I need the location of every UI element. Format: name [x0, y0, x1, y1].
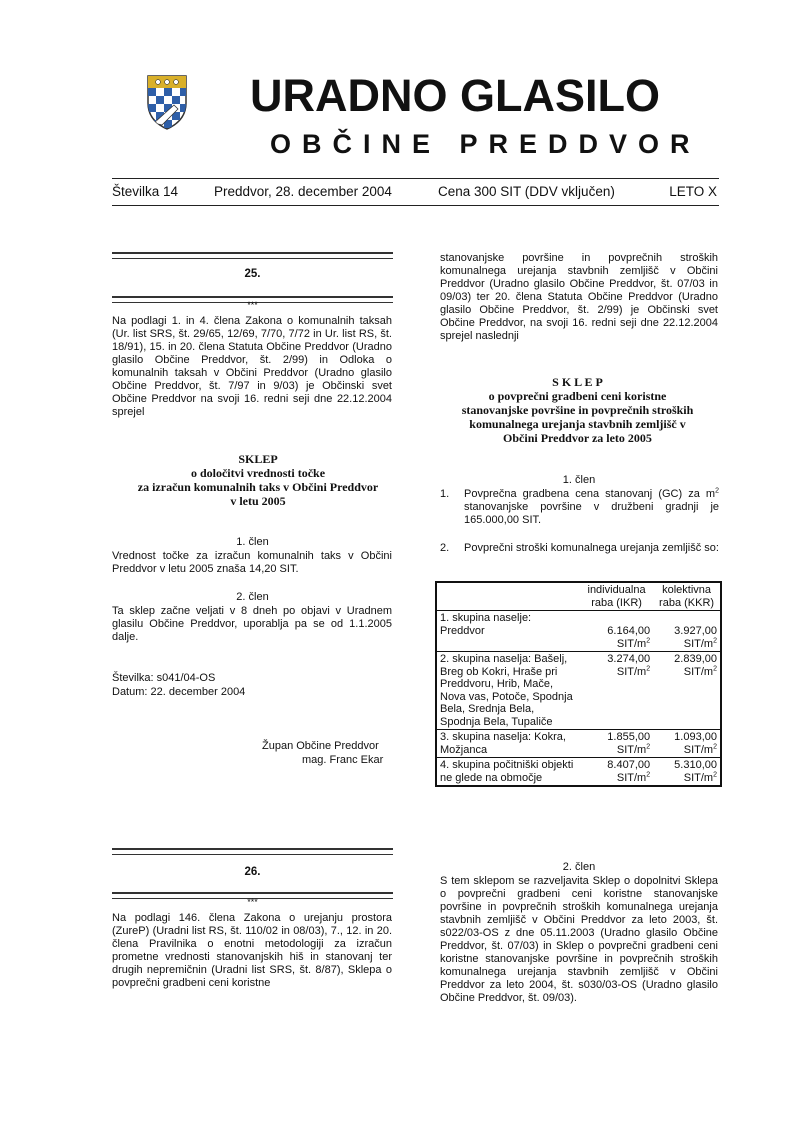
list-item-text: Povprečna gradbena cena stanovanj (GC) za $m^2$ stanovanjske površine v družbeni gradnji je 165.000,00 SIT.	[464, 487, 719, 526]
issue-price: Cena 300 SIT (DDV vključen)	[438, 184, 615, 199]
cell-kkr: 5.310,00 SIT/$m^2$	[653, 758, 721, 787]
article-text: Vrednost točke za izračun komunalnih taks v Občini Preddvor v letu 2005 znaša 14,20 SIT.	[112, 550, 392, 575]
signer-title: Župan Občine Preddvor	[262, 740, 379, 752]
row-label: 4. skupina počitniški objekti ne glede na območje	[436, 758, 580, 787]
table-header-row	[436, 582, 721, 611]
table-row	[436, 730, 721, 758]
row-label: 2. skupina naselja: Bašelj, Breg ob Kokri, Hraše pri Preddvoru, Hrib, Mače, Nova vas, Potoče, Spodnja Bela, Srednja Bela, Spodnja Bela, Tupaliče	[436, 652, 580, 730]
article-title: 1. člen	[562, 474, 596, 486]
table-row	[436, 611, 721, 652]
table-row	[436, 652, 721, 730]
decision-subheading: o povprečni gradbeni ceni koristne	[488, 389, 667, 403]
decision-subheading: za izračun komunalnih taks v Občini Preddvor	[137, 480, 379, 494]
document-number: 25.	[244, 268, 261, 280]
decision-heading: SKLEP	[238, 452, 278, 466]
list-item-number: 2.	[440, 542, 450, 554]
publication-subtitle: OBČINE PREDDVOR	[270, 129, 701, 159]
article-text: Ta sklep začne veljati v 8 dneh po objavi v Uradnem glasilu Občine Preddvor, uporablja pa se od 1.1.2005 dalje.	[112, 605, 392, 643]
cell-ikr: 8.407,00 SIT/$m^2$	[580, 758, 653, 787]
list-item-number: 1.	[440, 488, 450, 500]
issue-info-bar	[112, 178, 719, 206]
cell-ikr: 3.274,00 SIT/$m^2$	[580, 652, 653, 730]
cost-table	[435, 581, 722, 787]
row-label: 1. skupina naselje: Preddvor	[436, 611, 580, 652]
decision-heading: S K L E P	[552, 375, 603, 389]
issue-place-date: Preddvor, 28. december 2004	[214, 184, 392, 199]
reference-number: Številka: s041/04-OS	[112, 672, 216, 684]
document-number: 26.	[244, 866, 261, 878]
publication-title: URADNO GLASILO	[250, 70, 660, 121]
reference-date: Datum: 22. december 2004	[112, 686, 246, 698]
issue-year: LETO X	[669, 184, 717, 199]
decision-subheading: v letu 2005	[230, 494, 286, 508]
preamble-continued: stanovanjske površine in povprečnih stroških komunalnega urejanja stavbnih zemljišč v Občini Preddvor (Uradno glasilo Občine Preddvor, št. 07/03 in 09/03) ter 20. člena Statuta Občine Preddvor (Uradno glasilo Občine Preddvor, št. 2/99) je Občinski svet Občine Preddvor, na svoji 16. redni seji dne 22.12.2004 sprejel naslednji	[440, 252, 718, 342]
issue-number: Številka 14	[112, 184, 179, 199]
cell-ikr: 6.164,00 SIT/$m^2$	[580, 611, 653, 652]
list-item-text: Povprečni stroški komunalnega urejanja zemljišč so:	[464, 542, 719, 554]
cell-kkr: 2.839,00 SIT/$m^2$	[653, 652, 721, 730]
cell-kkr: 3.927,00 SIT/$m^2$	[653, 611, 721, 652]
signer-name: mag. Franc Ekar	[302, 754, 384, 766]
article-text: S tem sklepom se razveljavita Sklep o dopolnitvi Sklepa o povprečni gradbeni ceni koristne stanovanjske površine in povprečnih stroških komunalnega urejanja stavbnih zemljišč v Občini Preddvor za leto 2003, št. s022/03-OS z dne 05.11.2003 (Uradno glasilo Občine Preddvor, št. 07/03) in Sklep o povprečni gradbeni ceni koristne stanovanjske površine in povprečnih stroških komunalnega urejanja stavbnih zemljišč v Občini Preddvor za leto 2004, št. s030/03-OS (Uradno glasilo Občine Preddvor, št. 09/03).	[440, 875, 718, 1004]
separator-stars: ***	[247, 897, 258, 907]
article-title: 1. člen	[236, 536, 269, 548]
decision-subheading: o določitvi vrednosti točke	[190, 466, 326, 480]
decision-subheading: komunalnega urejanja stavbnih zemljišč v	[469, 417, 686, 431]
cell-kkr: 1.093,00 SIT/$m^2$	[653, 730, 721, 758]
section-divider	[112, 848, 393, 855]
preamble: Na podlagi 146. člena Zakona o urejanju prostora (ZureP) (Uradni list RS, št. 110/02 in 08/03), 7., 12. in 20. člena Pravilnika o enotni metodologiji za izračun prometne vrednosti stanovanjskih hiš in stanovanj ter drugih nepremičnin (Uradni list SRS, št. 8/87), Sklepa o povprečni gradbeni ceni koristne	[112, 912, 392, 989]
section-divider	[112, 252, 393, 259]
column-header: kolektivna raba (KKR)	[659, 584, 715, 609]
table-row	[436, 758, 721, 787]
decision-subheading: Občini Preddvor za leto 2005	[503, 431, 652, 445]
article-title: 2. člen	[562, 861, 596, 873]
row-label: 3. skupina naselja: Kokra, Možjanca	[436, 730, 580, 758]
article-title: 2. člen	[236, 591, 269, 603]
decision-subheading: stanovanjske površine in povprečnih stroških	[461, 403, 694, 417]
column-header: individualna raba (IKR)	[587, 584, 646, 609]
separator-stars: ***	[247, 300, 258, 310]
coat-of-arms-logo	[144, 73, 190, 131]
preamble: Na podlagi 1. in 4. člena Zakona o komunalnih taksah (Ur. list SRS, št. 29/65, 12/69, 7/70, 7/72 in Ur. list RS, št. 18/91), 15. in 20. člena Statuta Občine Preddvor (Uradno glasilo Občine Preddvor, št. 2/99) in Odloka o komunalnih taksah v Občini Preddvor (Uradno glasilo Občine Preddvor, št. 7/97 in 9/03) je Občinski svet Občine Preddvor na svoji 16. redni seji dne 22.12.2004 sprejel	[112, 315, 392, 418]
cell-ikr: 1.855,00 SIT/$m^2$	[580, 730, 653, 758]
